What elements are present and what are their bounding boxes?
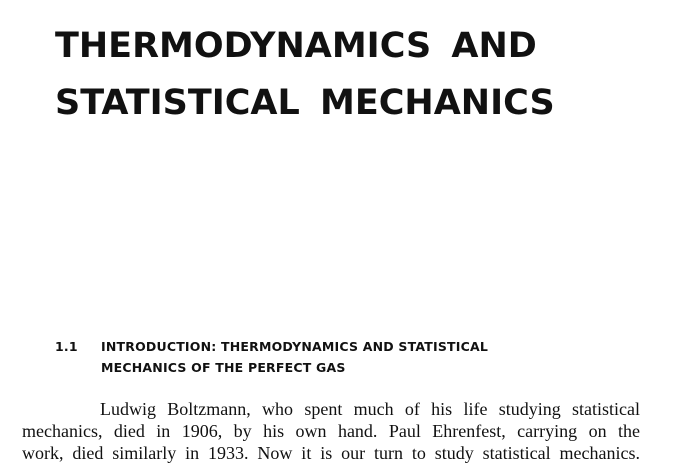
body-line-3: work, died similarly in 1933. Now it is our turn to study statistical mechanics.: [22, 443, 640, 463]
chapter-title-line-1: THERMODYNAMICS AND: [55, 26, 537, 66]
body-line-2: mechanics, died in 1906, by his own hand. Paul Ehrenfest, carrying on the: [22, 421, 640, 441]
section-title-line-2: MECHANICS OF THE PERFECT GAS: [101, 360, 346, 375]
section-number: 1.1: [55, 339, 78, 354]
body-line-1: Ludwig Boltzmann, who spent much of his life studying statistical: [100, 399, 640, 419]
chapter-title: [55, 18, 555, 132]
body-paragraph: [22, 398, 640, 464]
section-title: [101, 336, 601, 378]
section-title-line-1: INTRODUCTION: THERMODYNAMICS AND STATISTICAL: [101, 339, 489, 354]
chapter-title-line-2: STATISTICAL MECHANICS: [55, 83, 555, 123]
